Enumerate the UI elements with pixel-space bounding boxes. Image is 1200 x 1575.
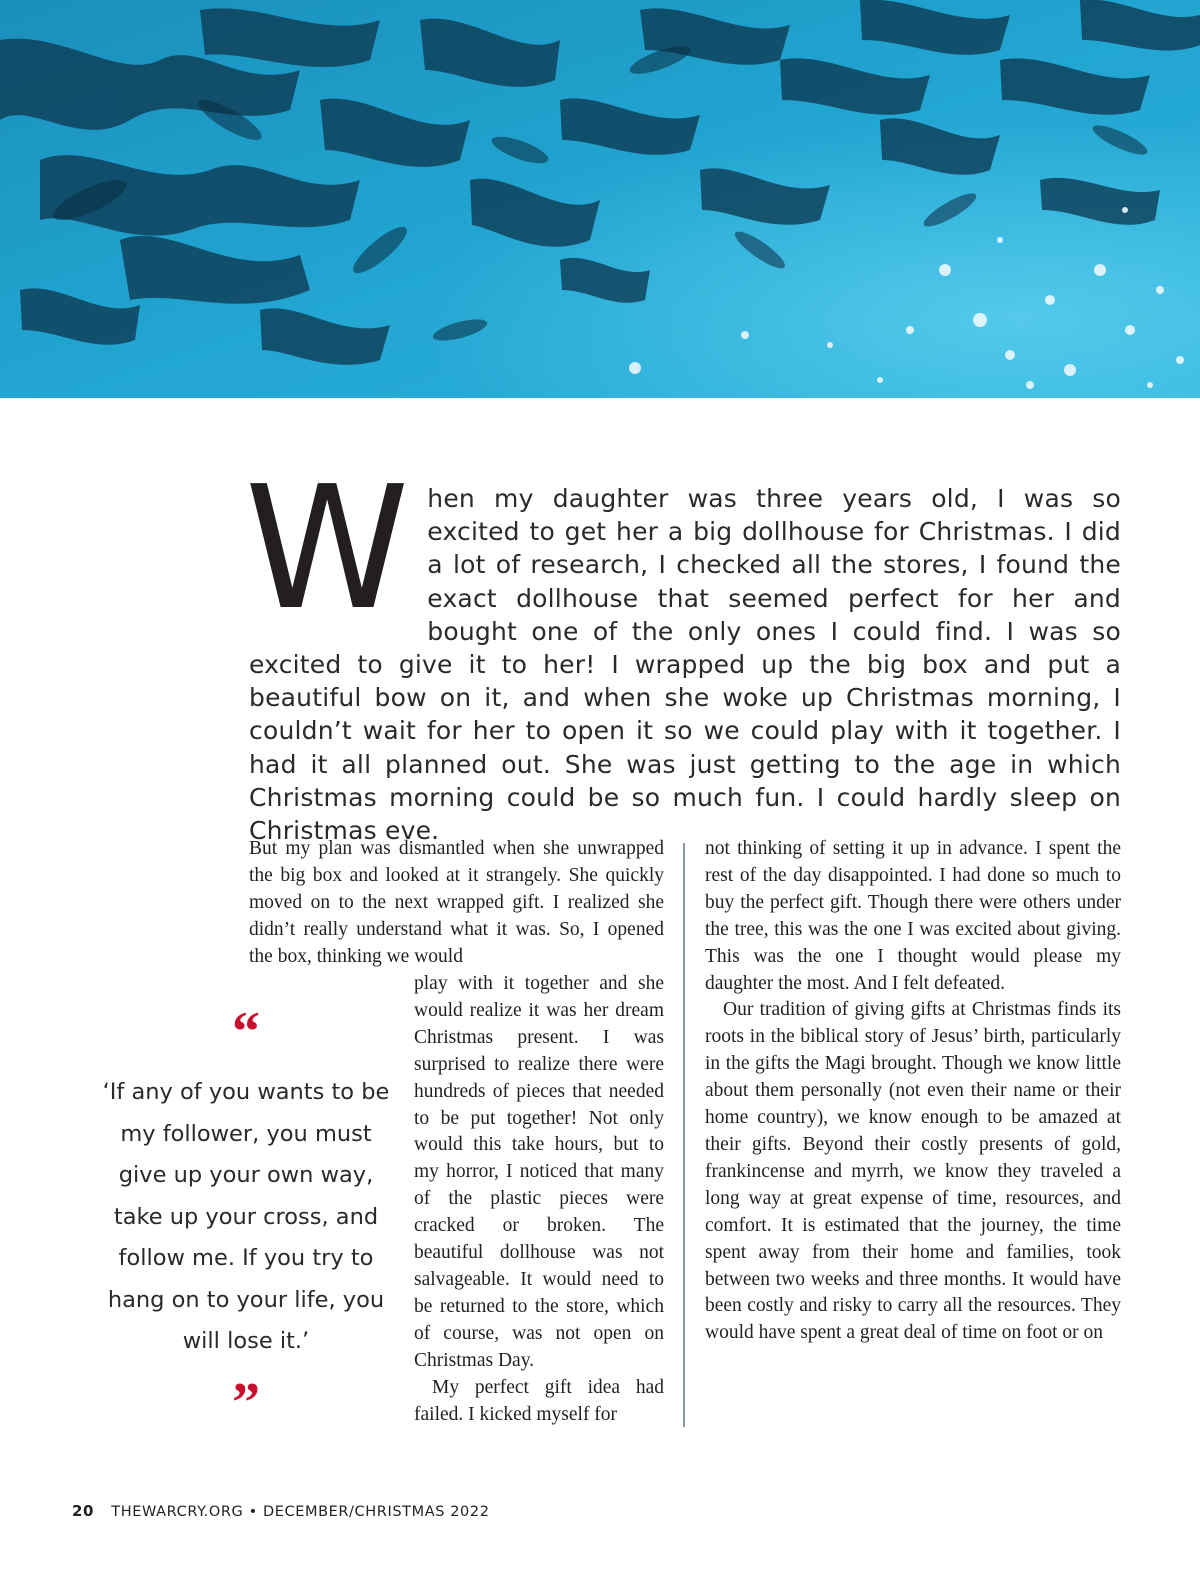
footer-issue: DECEMBER/CHRISTMAS 2022 xyxy=(262,1504,490,1520)
article-intro xyxy=(244,450,1121,847)
footer-site: THEWARCRY.ORG xyxy=(111,1504,244,1520)
intro-text: hen my daughter was three years old, I was so excited to get her a big dollhouse for Christmas. I did a lot of research, I checked all the stores, I found the exact dollhouse that seemed perfect for her and bought one of the only ones I could find. I was so excited to give it to her! I wrapped up the big box and put a beautiful bow on it, and when she woke up Christmas morning, I couldn’t wait for her to open it so we could play with it together. I had it all planned out. She was just getting to the age in which Christmas morning could be so much fun. I could hardly sleep on Christmas eve. xyxy=(249,484,1121,846)
close-quote-icon: ” xyxy=(232,1371,260,1434)
open-quote-icon: “ xyxy=(232,1001,260,1063)
column-1-top xyxy=(249,836,664,971)
watercolor-branches-art xyxy=(0,0,1200,398)
pull-quote-text: ‘If any of you wants to be my follower, you must give up your own way, take up your cross, and follow me. If you try to hang on to your life, you will lose it.’ xyxy=(102,1079,390,1354)
column-1-narrow xyxy=(414,971,664,1428)
body-paragraph: My perfect gift idea had failed. I kicked myself for xyxy=(414,1376,664,1425)
hero-watercolor-illustration xyxy=(0,0,1200,398)
page-number: 20 xyxy=(72,1502,95,1520)
drop-cap: W xyxy=(244,450,410,648)
pull-quote xyxy=(96,1001,396,1434)
body-paragraph: not thinking of setting it up in advance. I spent the rest of the day disappointed. I had done so much to buy the perfect gift. Though there were others under the tree, this was the one I was excited about giving. This was the one I thought would please my daughter the most. And I felt defeated. xyxy=(705,838,1121,994)
footer-separator: • xyxy=(248,1504,258,1520)
body-paragraph: But my plan was dismantled when she unwrapped the big box and looked at it strangely. She quickly moved on to the next wrapped gift. I realized she didn’t really understand what it was. So, I opened the box, thinking we would xyxy=(249,838,664,967)
body-paragraph: play with it together and she would realize it was her dream Christmas present. I was surprised to realize there were hundreds of pieces that needed to be put together! Not only would this take hours, but to my horror, I noticed that many of the plastic pieces were cracked or broken. The beautiful dollhouse was not salvageable. It would need to be returned to the store, which of course, was not open on Christmas Day. xyxy=(414,973,664,1371)
body-paragraph: Our tradition of giving gifts at Christmas finds its roots in the biblical story of Jesus’ birth, particularly in the gifts the Magi brought. Though we know little about them personally (not even their name or their home country), we know enough to be amazed at their gifts. Beyond their costly presents of gold, frankincense and myrrh, we know they traveled a long way at great expense of time, resources, and comfort. It is estimated that the journey, the time spent away from their home and families, took between two weeks and three months. It would have been costly and risky to carry all the resources. They would have spent a great deal of time on foot or on xyxy=(705,999,1121,1344)
column-2 xyxy=(705,836,1121,1347)
page-footer xyxy=(72,1502,490,1520)
column-divider xyxy=(683,843,685,1427)
